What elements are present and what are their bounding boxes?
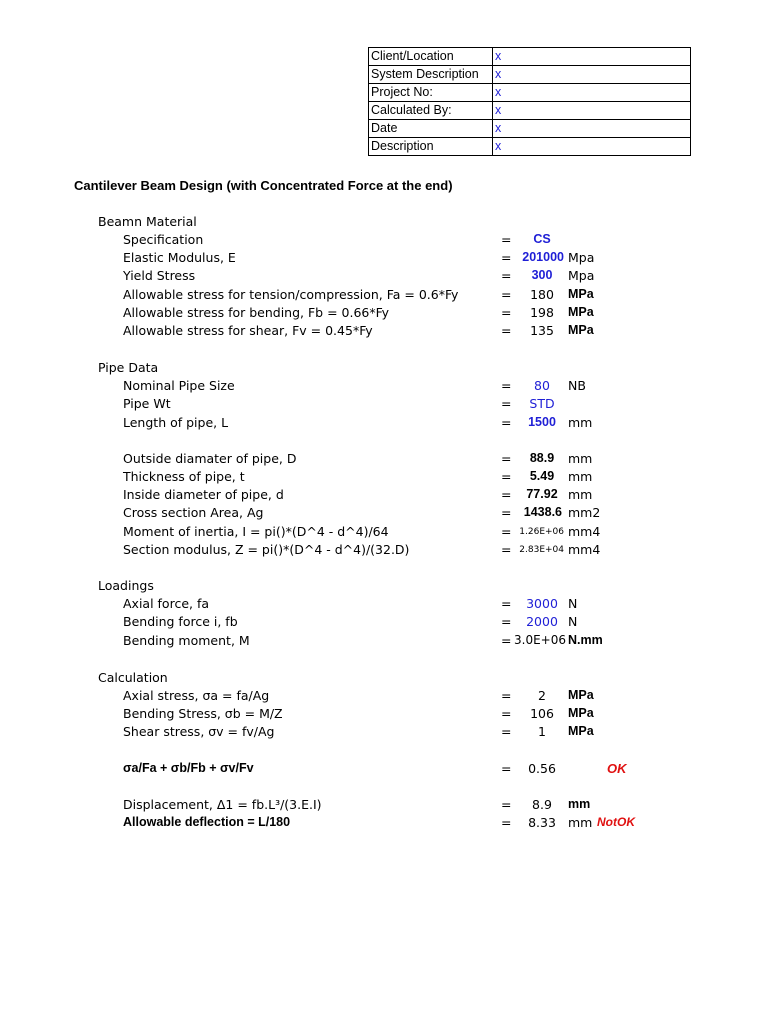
equals-sign: = [501,633,512,648]
bending-force-label: Bending force i, fb [123,614,238,629]
displacement-label: Displacement, Δ1 = fb.L³/(3.E.I) [123,797,322,812]
id-label: Inside diameter of pipe, d [123,487,284,502]
info-key: Description [369,138,493,156]
equals-sign: = [501,797,512,812]
spec-label: Specification [123,232,204,247]
area-label: Cross section Area, Ag [123,505,264,520]
ratio-label: σa/Fa + σb/Fb + σv/Fv [123,761,254,775]
moment-unit: N.mm [568,633,603,647]
id-unit: mm [568,487,593,502]
info-value[interactable]: x [493,66,691,84]
yield-value[interactable]: 300 [531,268,553,282]
length-label: Length of pipe, L [123,415,229,430]
equals-sign: = [501,706,512,721]
fa-label: Allowable stress for tension/compression, Fa = 0.6*Fy [123,287,459,302]
axial-stress-label: Axial stress, σa = fa/Ag [123,688,270,703]
fv-label: Allowable stress for shear, Fv = 0.45*Fy [123,323,373,338]
displacement-value: 8.9 [532,797,552,812]
equals-sign: = [501,250,512,265]
equals-sign: = [501,469,512,484]
z-unit: mm4 [568,542,601,557]
elastic-label: Elastic Modulus, E [123,250,236,265]
allowable-deflection-label: Allowable deflection = L/180 [123,815,291,829]
equals-sign: = [501,287,512,302]
od-value: 88.9 [529,451,555,465]
section-heading-material: Beamn Material [98,214,197,229]
shear-stress-value: 1 [538,724,546,739]
equals-sign: = [501,268,512,283]
length-unit: mm [568,415,593,430]
fv-unit: MPa [568,323,594,337]
fv-value: 135 [530,323,554,338]
page-title: Cantilever Beam Design (with Concentrated Force at the end) [74,178,453,193]
yield-unit: Mpa [568,268,595,283]
info-key: Date [369,120,493,138]
moment-label: Bending moment, M [123,633,250,648]
info-row [369,138,691,156]
ratio-value: 0.56 [528,761,556,776]
equals-sign: = [501,378,512,393]
axial-stress-value: 2 [538,688,546,703]
info-key: System Description [369,66,493,84]
od-label: Outside diamater of pipe, D [123,451,297,466]
elastic-value[interactable]: 201000 [522,250,564,264]
allowable-deflection-unit: mm [568,815,593,830]
wt-label: Pipe Wt [123,396,171,411]
fa-unit: MPa [568,287,594,301]
equals-sign: = [501,596,512,611]
fa-value: 180 [530,287,554,302]
info-key: Project No: [369,84,493,102]
equals-sign: = [501,451,512,466]
ratio-status-badge: OK [607,761,627,776]
axial-stress-unit: MPa [568,688,594,702]
yield-label: Yield Stress [123,268,196,283]
area-value: 1438.6 [523,505,562,519]
bending-force-value[interactable]: 2000 [526,614,558,629]
thk-unit: mm [568,469,593,484]
info-row [369,48,691,66]
nps-label: Nominal Pipe Size [123,378,235,393]
length-value[interactable]: 1500 [528,415,556,429]
info-value[interactable]: x [493,138,691,156]
equals-sign: = [501,415,512,430]
equals-sign: = [501,524,512,539]
equals-sign: = [501,305,512,320]
project-info-table [368,47,691,156]
equals-sign: = [501,614,512,629]
shear-stress-label: Shear stress, σv = fv/Ag [123,724,275,739]
info-row [369,84,691,102]
nps-value[interactable]: 80 [534,378,550,393]
fb-unit: MPa [568,305,594,319]
thk-label: Thickness of pipe, t [123,469,245,484]
equals-sign: = [501,724,512,739]
info-key: Calculated By: [369,102,493,120]
fb-value: 198 [530,305,554,320]
axial-force-unit: N [568,596,578,611]
moi-label: Moment of inertia, I = pi()*(D^4 - d^4)/64 [123,524,389,539]
moi-value: 1.26E+06 [519,527,564,537]
section-heading-calculation: Calculation [98,670,168,685]
moment-value: 3.0E+06 [514,633,566,647]
info-value[interactable]: x [493,102,691,120]
allowable-deflection-value: 8.33 [528,815,556,830]
od-unit: mm [568,451,593,466]
equals-sign: = [501,815,512,830]
bending-stress-value: 106 [530,706,554,721]
displacement-unit: mm [568,797,591,811]
fb-label: Allowable stress for bending, Fb = 0.66*Fy [123,305,390,320]
info-value[interactable]: x [493,84,691,102]
bending-force-unit: N [568,614,578,629]
info-value[interactable]: x [493,120,691,138]
z-label: Section modulus, Z = pi()*(D^4 - d^4)/(32.D) [123,542,410,557]
wt-value[interactable]: STD [529,396,555,411]
equals-sign: = [501,323,512,338]
thk-value: 5.49 [529,469,555,483]
section-heading-pipe: Pipe Data [98,360,159,375]
axial-force-label: Axial force, fa [123,596,210,611]
axial-force-value[interactable]: 3000 [526,596,558,611]
info-row [369,66,691,84]
info-row [369,120,691,138]
info-value[interactable]: x [493,48,691,66]
z-value: 2.83E+04 [519,545,564,555]
equals-sign: = [501,542,512,557]
equals-sign: = [501,505,512,520]
equals-sign: = [501,761,512,776]
deflection-status-badge: NotOK [597,815,635,829]
spec-value[interactable]: CS [533,232,551,246]
info-key: Client/Location [369,48,493,66]
equals-sign: = [501,232,512,247]
bending-stress-label: Bending Stress, σb = M/Z [123,706,283,721]
section-heading-loadings: Loadings [98,578,154,593]
bending-stress-unit: MPa [568,706,594,720]
equals-sign: = [501,688,512,703]
elastic-unit: Mpa [568,250,595,265]
area-unit: mm2 [568,505,601,520]
moi-unit: mm4 [568,524,601,539]
id-value: 77.92 [526,487,558,501]
equals-sign: = [501,396,512,411]
shear-stress-unit: MPa [568,724,594,738]
nps-unit: NB [568,378,586,393]
equals-sign: = [501,487,512,502]
info-row [369,102,691,120]
